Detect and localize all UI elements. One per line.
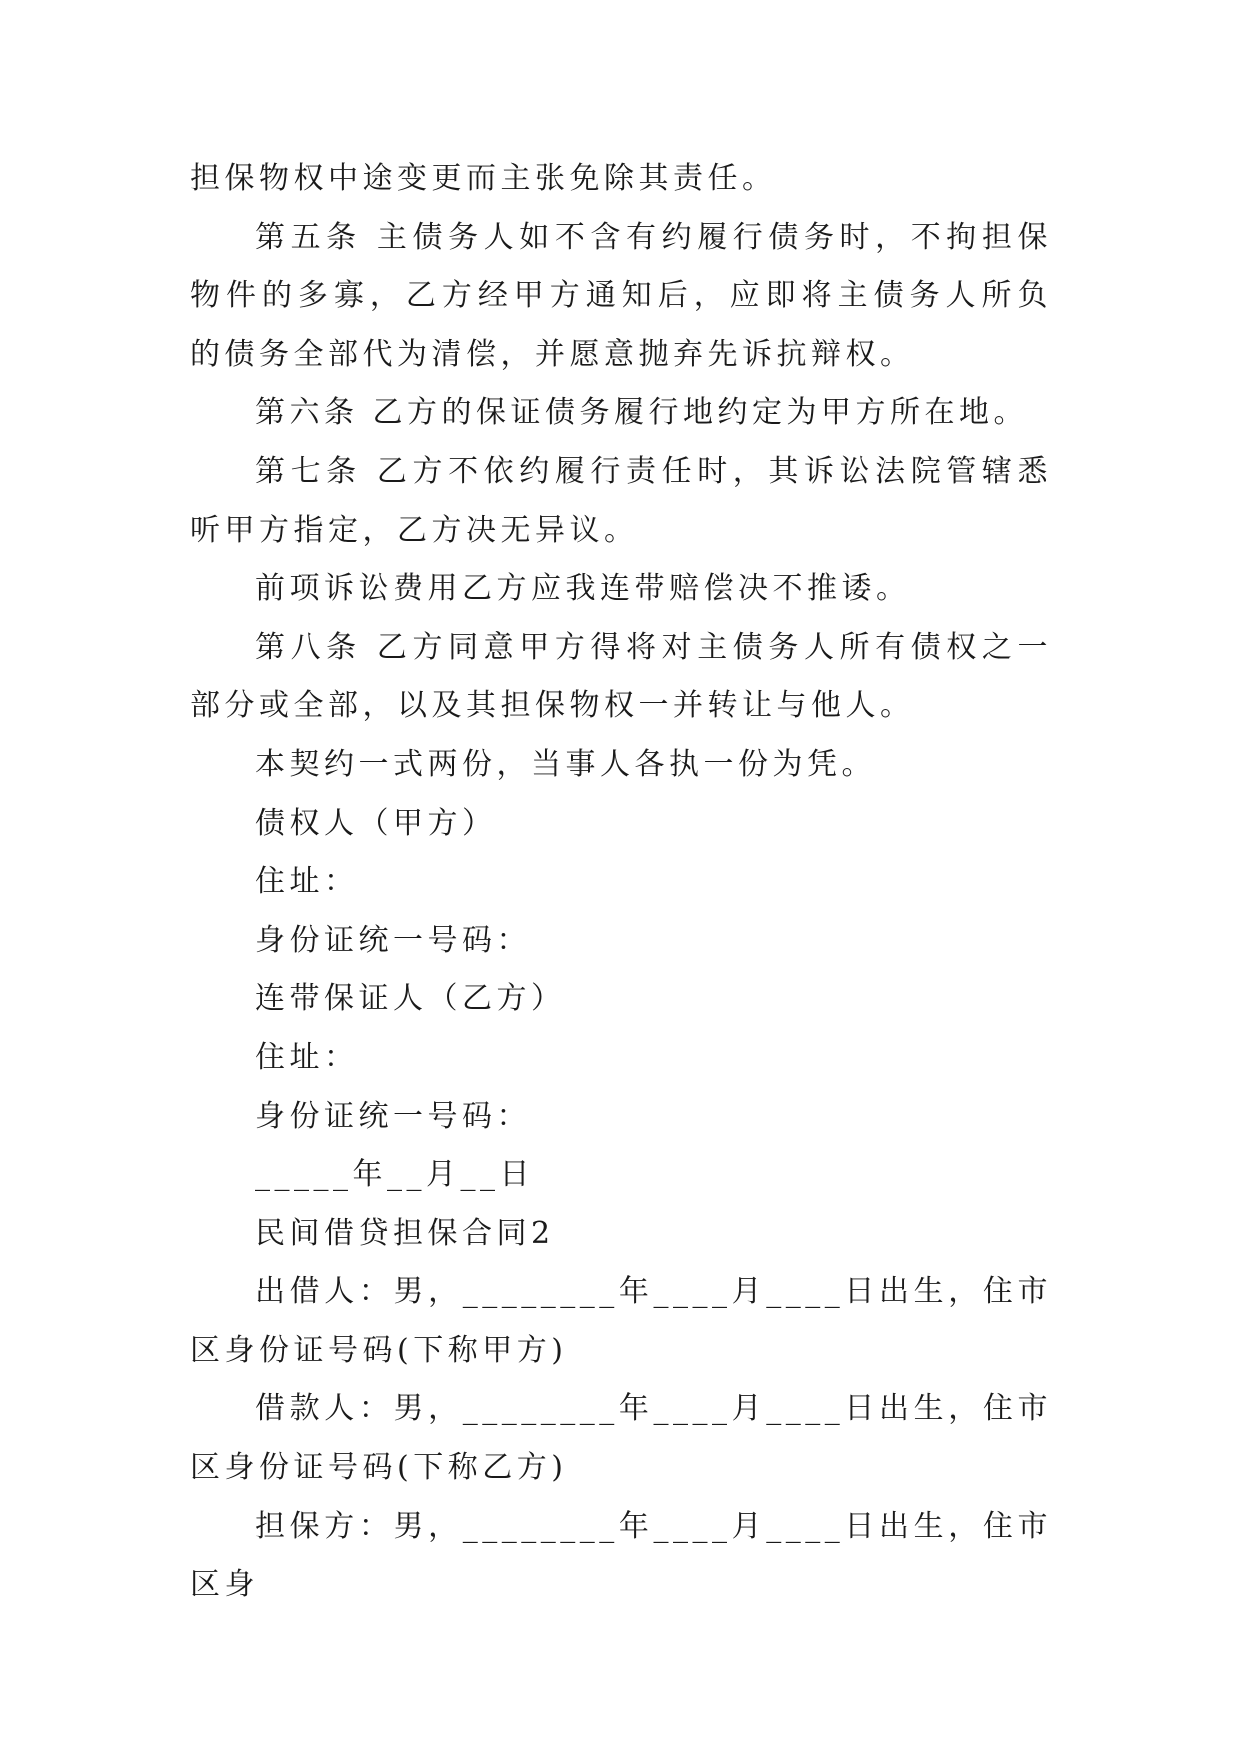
paragraph-article-7: 第七条 乙方不依约履行责任时，其诉讼法院管辖悉听甲方指定，乙方决无异议。: [190, 453, 1052, 548]
date-line: _____年__月__日: [255, 1157, 534, 1193]
paragraph-litigation-fees: 前项诉讼费用乙方应我连带赔偿决不推诿。: [255, 571, 911, 607]
paragraph-article-8: 第八条 乙方同意甲方得将对主债务人所有债权之一部分或全部，以及其担保物权一并转让与他人。: [190, 629, 1052, 724]
guarantor-id-label: 身份证统一号码：: [255, 1098, 531, 1134]
paragraph-article-5: 第五条 主债务人如不含有约履行债务时，不拘担保物件的多寡，乙方经甲方通知后，应即将主债务人所负的债务全部代为清偿，并愿意抛弃先诉抗辩权。: [190, 219, 1052, 372]
guarantor-info: 担保方：男，________年____月____日出生，住市区身: [190, 1508, 1052, 1603]
guarantor-address-label: 住址：: [255, 1039, 359, 1075]
paragraph-copies: 本契约一式两份，当事人各执一份为凭。: [255, 746, 876, 782]
paragraph: 担保物权中途变更而主张免除其责任。: [190, 161, 777, 196]
paragraph-article-6: 第六条 乙方的保证债务履行地约定为甲方所在地。: [255, 395, 1029, 431]
creditor-address-label: 住址：: [255, 864, 359, 900]
contract-2-title: 民间借贷担保合同2: [255, 1215, 555, 1251]
document-body: [190, 150, 1052, 1615]
lender-info: 出借人：男，________年____月____日出生，住市区身份证号码(下称甲方): [190, 1274, 1052, 1368]
creditor-label: 债权人（甲方）: [255, 805, 497, 841]
borrower-info: 借款人：男，________年____月____日出生，住市区身份证号码(下称乙方): [190, 1391, 1052, 1486]
creditor-id-label: 身份证统一号码：: [255, 922, 531, 958]
guarantor-label: 连带保证人（乙方）: [255, 981, 566, 1017]
